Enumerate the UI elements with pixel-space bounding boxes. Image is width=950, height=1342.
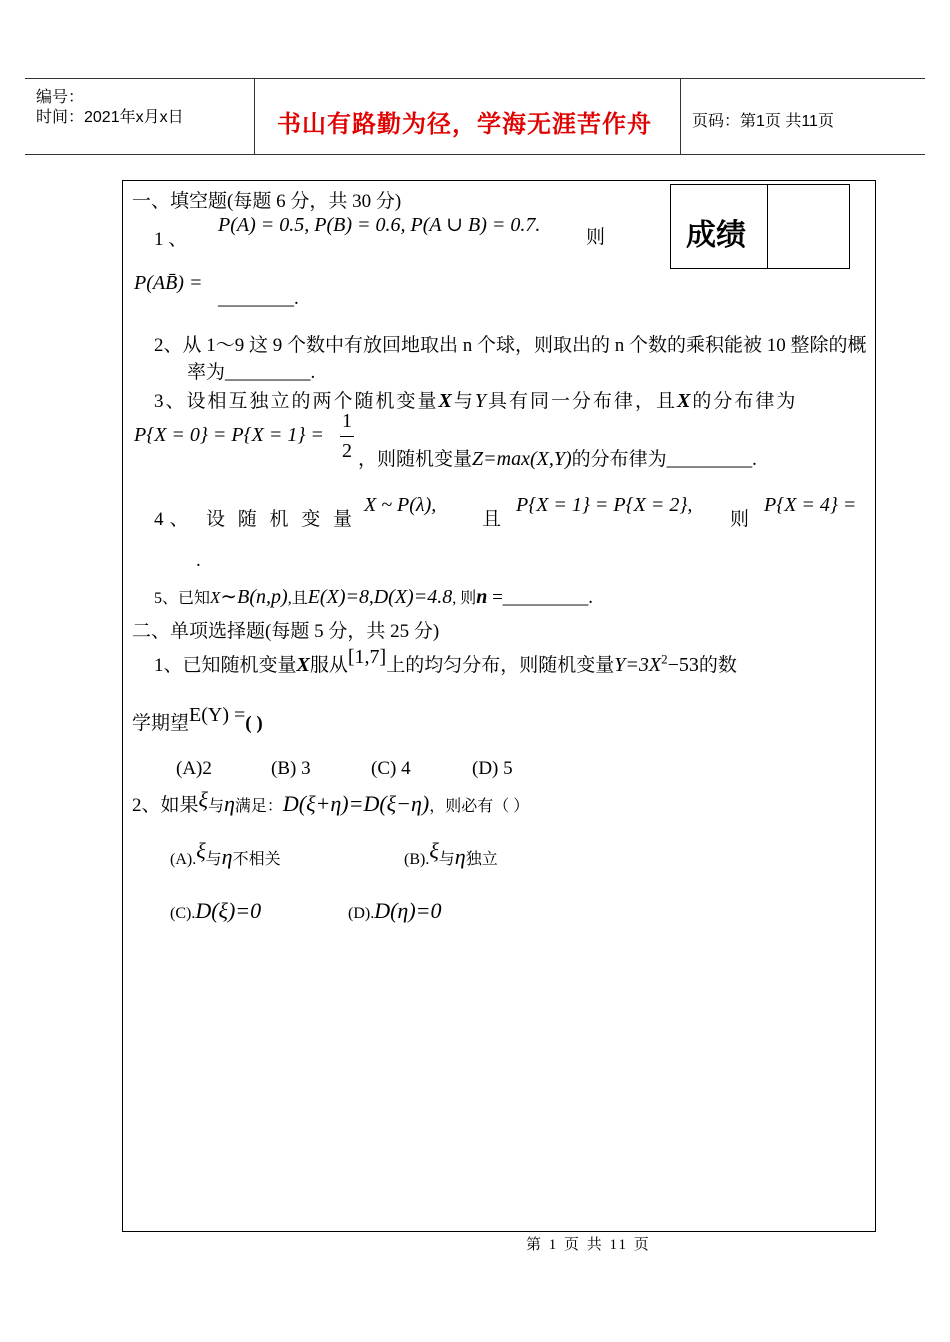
s2q1-line1	[154, 646, 737, 677]
header-top-rule	[25, 78, 925, 79]
q4-cond: P{X = 1} = P{X = 2},	[516, 494, 693, 516]
q5-var-x: X	[210, 588, 221, 607]
q3-frac-num: 1	[342, 410, 352, 432]
s2q2-opt-b-and: 与	[438, 851, 455, 868]
s2q2-line	[132, 787, 530, 817]
time-label: 时间：2021年x月x日	[36, 109, 184, 126]
q3-zmax: Z=max(X,Y)	[472, 448, 572, 470]
s2q2-opt-b-eta: η	[454, 844, 466, 869]
q1-blank: ________.	[218, 288, 299, 309]
q3-frac-bar	[340, 436, 354, 437]
motto: 书山有路勤为径，学海无涯苦作舟	[277, 111, 652, 138]
header-bottom-rule	[25, 154, 925, 155]
score-label: 成绩	[686, 219, 746, 252]
score-box-divider	[767, 184, 768, 269]
s2q1-y: Y=3X	[614, 654, 662, 676]
s2q2-opt-a-text: 不相关	[232, 851, 281, 868]
s2q1-mid: 服从	[309, 655, 348, 676]
s2q2-option-a	[170, 838, 281, 870]
s2q2-opt-c-formula: D(ξ)=0	[195, 898, 262, 923]
s2q2-opt-b-text: 独立	[465, 851, 498, 868]
q5-and: ,且	[287, 590, 308, 607]
q3-var-x2: X	[677, 390, 693, 412]
q3-blank: _________.	[666, 449, 757, 470]
s2q1-paren: ( )	[245, 713, 263, 734]
serial-label: 编号：	[36, 89, 85, 106]
section1-title: 一、填空题(每题 6 分，共 30 分)	[132, 191, 402, 212]
s2q2-eta: η	[223, 791, 235, 816]
s2q2-option-b	[404, 838, 498, 870]
q4-then: 则	[730, 509, 750, 530]
s2q1-line2-text: 学期望	[132, 713, 190, 734]
q3-frac-den: 2	[342, 440, 352, 462]
s2q2-formula: D(ξ+η)=D(ξ−η)	[282, 791, 430, 816]
q5-pre: 5、已知	[154, 590, 211, 607]
q4-ask: P{X = 4} =	[764, 494, 857, 516]
q5-ex: E(X)=8	[307, 586, 369, 608]
q3-line1	[154, 386, 797, 413]
header-divider-1	[254, 78, 255, 154]
s2q1-post: 的数	[698, 655, 737, 676]
s2q2-option-d	[348, 898, 442, 924]
q5-dist: ∼B(n,p)	[220, 586, 288, 608]
q3-line2	[358, 444, 757, 471]
s2q1-option-a: (A)2	[176, 758, 212, 779]
page-footer: 第 1 页 共 11 页	[526, 1237, 651, 1253]
q4-number: 4、	[154, 509, 195, 530]
q3-text-e: 的分布律为	[571, 449, 667, 470]
s2q2-pre: 2、如果	[132, 795, 199, 816]
s2q2-opt-a-label: (A).	[170, 851, 197, 868]
s2q1-rest: −53	[667, 654, 699, 676]
s2q1-pre: 1、已知随机变量	[154, 655, 297, 676]
page-info: 页码：第1页 共11页	[692, 113, 834, 130]
q1-then: 则	[586, 227, 606, 248]
q5-n: n	[476, 586, 488, 608]
s2q1-mid2: 上的均匀分布，则随机变量	[386, 655, 615, 676]
s2q2-cond: 满足：	[234, 798, 283, 815]
q5-line	[154, 584, 593, 609]
q3-var-x: X	[438, 390, 454, 412]
s2q2-option-c	[170, 898, 261, 924]
s2q1-interval: [1,7]	[347, 646, 387, 668]
q4-dot: .	[196, 550, 201, 571]
q5-comma: ,	[368, 587, 374, 608]
q4-and: 且	[482, 509, 502, 530]
q1-ask: P(AB̄) =	[134, 272, 203, 294]
s2q2-post: ，则必有（ ）	[429, 798, 530, 815]
s2q2-opt-b-label: (B).	[404, 851, 430, 868]
q4-dist: X ~ P(λ),	[364, 494, 437, 516]
s2q2-opt-b-xi: ξ	[429, 838, 439, 863]
s2q2-xi: ξ	[198, 787, 208, 812]
s2q1-var-x: X	[296, 654, 310, 676]
section2-title: 二、单项选择题(每题 5 分，共 25 分)	[132, 621, 440, 642]
q4-text: 设 随 机 变 量	[206, 509, 357, 530]
q1-given: P(A) = 0.5, P(B) = 0.6, P(A ∪ B) = 0.7.	[218, 214, 541, 236]
s2q1-ey: E(Y) =	[189, 704, 246, 726]
s2q2-opt-d-label: (D).	[348, 905, 375, 922]
s2q2-opt-c-label: (C).	[170, 905, 196, 922]
s2q2-opt-a-xi: ξ	[196, 838, 206, 863]
q5-blank: =_________.	[487, 587, 594, 608]
s2q2-opt-a-and: 与	[205, 851, 222, 868]
s2q1-option-b: (B) 3	[271, 758, 311, 779]
q5-then: , 则	[452, 590, 477, 607]
q3-text-a: 3、设相互独立的两个随机变量	[154, 391, 439, 412]
s2q2-opt-d-formula: D(η)=0	[374, 898, 442, 923]
q2-line2: 率为_________.	[187, 362, 316, 383]
s2q2-and: 与	[207, 798, 224, 815]
q3-text-b: 具有同一分布律，且	[488, 391, 678, 412]
q3-var-y: Y	[474, 390, 488, 412]
q5-dx: D(X)=4.8	[373, 586, 453, 608]
q1-number: 1 、	[154, 229, 188, 250]
q3-and: 与	[453, 391, 475, 412]
s2q1-option-c: (C) 4	[371, 758, 411, 779]
s2q1-line2	[132, 704, 263, 735]
s2q2-opt-a-eta: η	[221, 844, 233, 869]
q3-text-c: 的分布律为	[692, 391, 798, 412]
q3-formula: P{X = 0} = P{X = 1} =	[134, 424, 324, 446]
q3-text-d: ，则随机变量	[358, 449, 473, 470]
s2q1-option-d: (D) 5	[472, 758, 513, 779]
s2q1-exp: 2	[661, 651, 668, 667]
q2-line1: 2、从 1～9 这 9 个数中有放回地取出 n 个球，则取出的 n 个数的乘积能被 10 整除的概	[154, 335, 867, 356]
header-divider-2	[680, 78, 681, 154]
